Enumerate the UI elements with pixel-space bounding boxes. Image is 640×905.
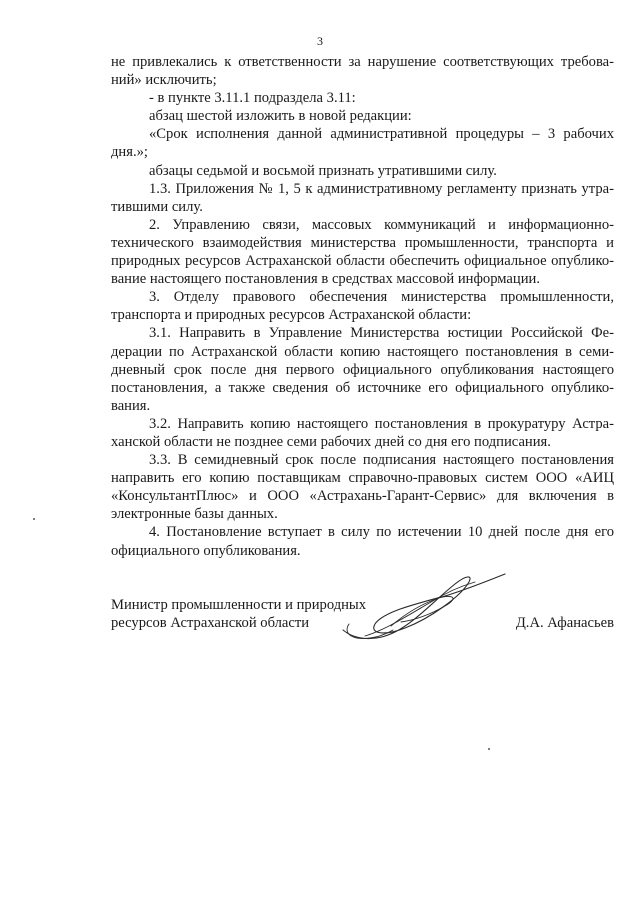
paragraph-clause-3: 3. Отделу правового обеспечения министерства промышленности, транспорта и природных ресурсов Астраханской области: [111, 289, 614, 324]
scan-speck [33, 518, 35, 520]
signature-block [111, 596, 614, 656]
paragraph-clause-4: 4. Постановление вступает в силу по истечении 10 дней после дня его официального опубликования. [111, 524, 614, 559]
paragraph-clause-3-3: 3.3. В семидневный срок после подписания настоящего постановления направить его копию поставщикам справочно-правовых систем ООО «АИЦ «КонсультантПлюс» и ООО «Астрахань-Гарант-Сервис» для включения в электронные базы данных. [111, 452, 614, 523]
signatory-name: Д.А. Афанасьев [515, 615, 614, 631]
paragraph-clause-1-3: 1.3. Приложения № 1, 5 к административному регламенту признать утра-тившими силу. [111, 180, 614, 215]
paragraph-item: абзац шестой изложить в новой редакции: [149, 108, 412, 125]
paragraph-item: «Срок исполнения данной административной процедуры – 3 рабочих дня.»; [111, 126, 614, 161]
page-number: 3 [317, 34, 323, 48]
handwritten-signature [335, 570, 511, 650]
paragraph-clause-3-1: 3.1. Направить в Управление Министерства юстиции Российской Фе-дерации по Астраханской области копию настоящего постановления в семи-дневный срок после дня первого официального опубликования настоящего постановления, а также сведения об источнике его официального опублико-вания. [111, 325, 614, 414]
paragraph-clause-2: 2. Управлению связи, массовых коммуникаций и информационно-технического взаимодействия министерства промышленности, транспорта и природных ресурсов Астраханской области обеспечить официальное опублико-вание настоящего постановления в средствах массовой информации. [111, 216, 614, 288]
paragraph-clause-3-2: 3.2. Направить копию настоящего постановления в прокуратуру Астра-ханской области не позднее семи рабочих дней со дня его подписания. [111, 415, 614, 450]
paragraph-continuation: не привлекались к ответственности за нарушение соответствующих требова-ний» исключить; [111, 54, 614, 89]
paragraph-item: абзацы седьмой и восьмой признать утратившими силу. [149, 162, 497, 179]
scan-speck [488, 748, 490, 750]
document-body [111, 53, 614, 560]
paragraph-item: - в пункте 3.11.1 подраздела 3.11: [149, 90, 356, 107]
signatory-position: Министр промышленности и природных ресурсов Астраханской области [111, 597, 367, 632]
